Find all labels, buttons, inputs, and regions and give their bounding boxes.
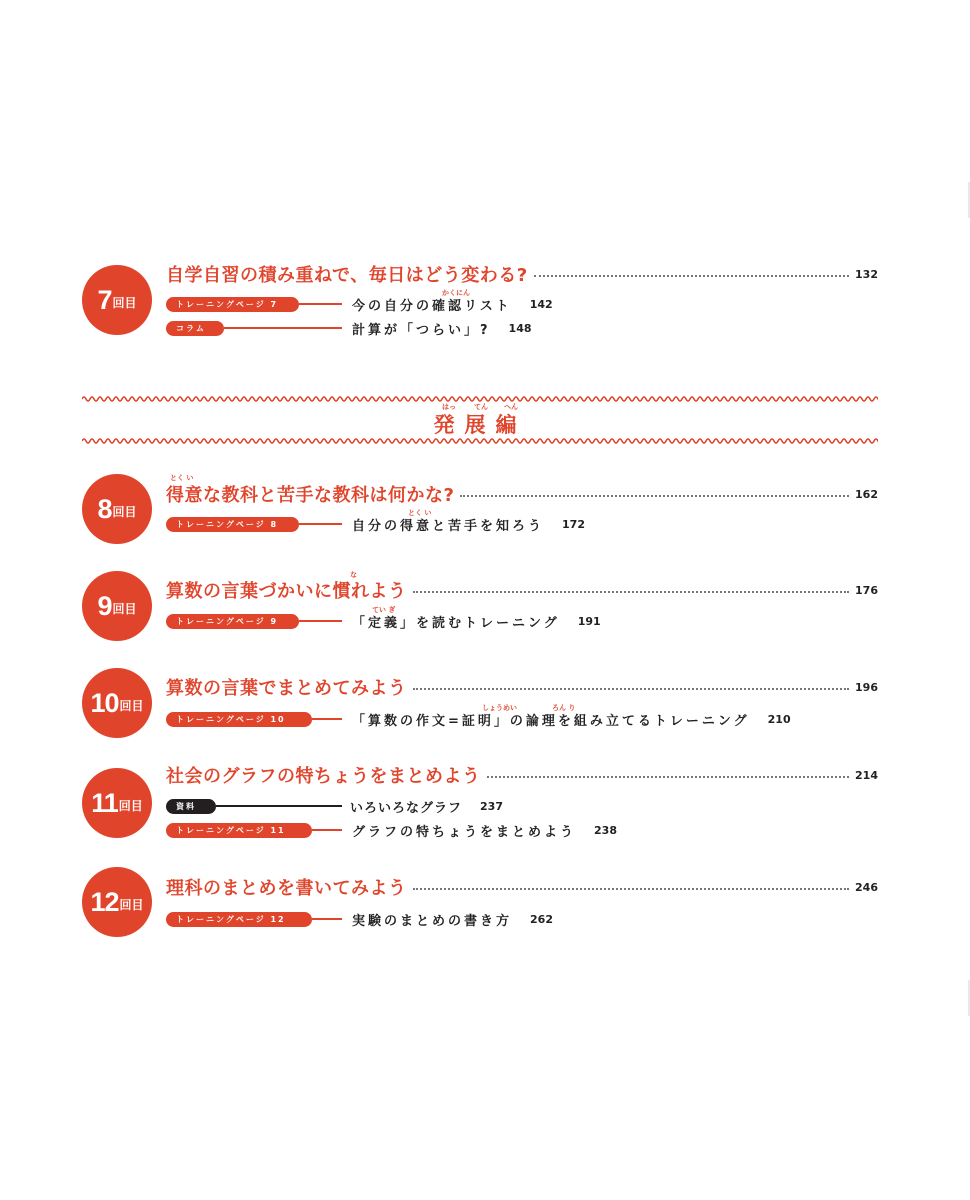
leader-dots [413,688,850,690]
ruby-na: な [350,571,357,579]
lesson-title: 自学自習の積み重ねで、毎日はどう変わる? [166,265,528,286]
lesson-number-badge [82,474,152,544]
section-header [82,392,878,448]
lesson-7 [82,262,878,342]
lesson-page: 176 [855,583,878,597]
leader-dots [487,776,850,778]
ruby-shoumei: しょうめい [482,704,517,712]
lesson-10 [82,675,878,735]
lesson-8 [82,474,878,542]
lesson-number-badge [82,571,152,641]
lesson-page: 162 [855,487,878,501]
lesson-12 [82,875,878,935]
section-title: 発展編 [433,413,527,437]
lesson-title-row[interactable] [166,482,878,506]
sub-item[interactable] [166,711,791,727]
sub-item-text: 今の自分の確認リスト [352,298,512,314]
lesson-number-badge [82,867,152,937]
sub-item-page: 191 [577,614,601,628]
lesson-title: 算数の言葉づかいに慣れよう [166,581,407,602]
training-tag: トレーニングページ 9 [166,614,299,629]
lesson-kai-label: 回目 [119,898,144,912]
section-ruby-1: はっ [442,403,456,411]
sub-item[interactable] [166,516,585,532]
sub-item-text: 実験のまとめの書き方 [352,913,513,929]
lesson-page: 246 [855,880,878,894]
tag-line [299,303,342,305]
ruby-tokui-small: とく い [408,509,432,517]
ruby-tokui: とく い [170,474,194,482]
lesson-number-badge [82,668,152,738]
training-tag: トレーニングページ 7 [166,297,299,312]
lesson-number: 12 [90,886,119,917]
ruby-ronri: ろん り [552,704,576,712]
lesson-title-row[interactable] [166,578,878,602]
lesson-title: 算数の言葉でまとめてみよう [166,678,407,699]
sub-item-text: 計算が「つらい」? [352,322,491,338]
section-ruby-2: てん [474,403,488,411]
material-tag: 資料 [166,799,216,814]
sub-item-page: 210 [767,712,791,726]
sub-item-text: 「定義」を読むトレーニング [352,615,560,631]
tag-line [312,829,342,831]
lesson-title: 社会のグラフの特ちょうをまとめよう [166,766,481,787]
lesson-number: 11 [91,787,118,818]
lesson-number: 8 [97,493,112,524]
lesson-kai-label: 回目 [112,602,137,616]
lesson-11 [82,763,878,843]
lesson-kai-label: 回目 [119,699,144,713]
ruby-teigi: てい ぎ [372,606,396,614]
tag-line [312,718,342,720]
sub-item[interactable] [166,613,601,629]
lesson-kai-label: 回目 [118,799,143,813]
lesson-number-badge [82,768,152,838]
sub-item-page: 238 [594,823,617,837]
leader-dots [413,591,850,593]
sub-item-text: グラフの特ちょうをまとめよう [352,824,577,840]
lesson-9 [82,571,878,638]
sub-item-page: 262 [530,912,553,926]
tag-line [216,805,342,807]
training-tag: トレーニングページ 8 [166,517,299,532]
lesson-page: 196 [855,680,878,694]
wavy-divider-bottom [82,437,878,445]
tag-line [224,327,342,329]
lesson-page: 132 [855,267,878,281]
lesson-number-badge [82,265,152,335]
sub-item[interactable] [166,296,553,312]
sub-item-text: いろいろなグラフ [350,800,463,816]
sub-item-page: 172 [562,517,585,531]
lesson-title-row[interactable] [166,262,878,286]
leader-dots [460,495,849,497]
sub-item-page: 148 [508,321,532,335]
sub-item-page: 142 [529,297,553,311]
lesson-title-row[interactable] [166,875,878,899]
lesson-title-row[interactable] [166,675,878,699]
lesson-number: 7 [97,284,112,315]
lesson-number: 9 [97,590,112,621]
lesson-page: 214 [855,768,878,782]
sub-item-page: 237 [480,799,503,813]
lesson-kai-label: 回目 [112,505,137,519]
lesson-kai-label: 回目 [112,296,137,310]
sub-item[interactable] [166,911,553,927]
training-tag: トレーニングページ 10 [166,712,312,727]
sub-item-text: 自分の得意と苦手を知ろう [352,518,545,534]
leader-dots [413,888,850,890]
sub-item[interactable] [166,822,617,838]
lesson-title: 得意な教科と苦手な教科は何かな? [166,485,455,506]
sub-item[interactable] [166,798,503,814]
lesson-number: 10 [90,687,119,718]
lesson-title: 理科のまとめを書いてみよう [166,878,407,899]
training-tag: トレーニングページ 11 [166,823,312,838]
lesson-title-row[interactable] [166,763,878,787]
tag-line [299,523,342,525]
leader-dots [534,275,849,277]
tag-line [312,918,342,920]
ruby-kakunin: かくにん [442,289,470,297]
training-tag: トレーニングページ 12 [166,912,312,927]
section-ruby-3: へん [504,403,518,411]
column-tag: コラム [166,321,224,336]
sub-item[interactable] [166,320,532,336]
tag-line [299,620,342,622]
sub-item-text: 「算数の作文=証明」の論理を組み立てるトレーニング [352,713,750,729]
